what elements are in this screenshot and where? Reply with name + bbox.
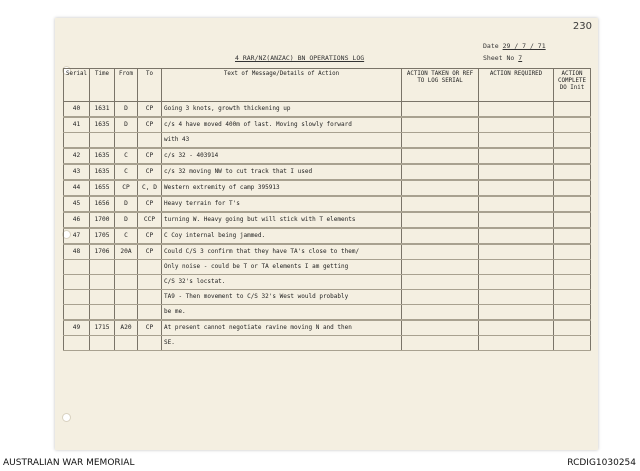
cell-action-taken [402,102,479,117]
cell-serial: 41 [64,118,90,133]
cell-time [90,133,115,148]
cell-to [138,133,162,148]
punch-hole [62,413,71,422]
cell-to: CP [138,245,162,260]
date-value: 29 / 7 / 71 [502,42,546,50]
date-label: Date [483,42,499,50]
cell-action-complete [554,118,591,133]
cell-from: A20 [115,321,138,336]
cell-from: D [115,213,138,228]
cell-action-taken [402,321,479,336]
archive-reference: RCDIG1030254 [567,458,636,468]
table-header-row [64,69,591,102]
cell-time: 1700 [90,213,115,228]
cell-serial [64,305,90,320]
cell-time [90,336,115,351]
cell-action-taken [402,245,479,260]
cell-action-taken [402,229,479,244]
cell-text: be me. [162,305,402,320]
log-sheet [55,18,598,450]
cell-text: At present cannot negotiate ravine moving N and then [162,321,402,336]
cell-action-complete [554,260,591,275]
cell-action-taken [402,275,479,290]
cell-serial: 48 [64,245,90,260]
cell-action-taken [402,305,479,320]
table-row [64,165,591,180]
cell-from: 20A [115,245,138,260]
cell-action-taken [402,290,479,305]
cell-from [115,305,138,320]
cell-to: CP [138,229,162,244]
cell-from [115,260,138,275]
cell-action-taken [402,118,479,133]
cell-to: C, D [138,181,162,196]
cell-to: CP [138,197,162,212]
cell-action-required [479,290,554,305]
handwritten-page-number: 230 [572,21,592,32]
cell-text: TA9 - Then movement to C/S 32's West would probably [162,290,402,305]
col-serial: Serial [64,69,90,102]
cell-text: Only noise - could be T or TA elements I am getting [162,260,402,275]
cell-time: 1715 [90,321,115,336]
table-row [64,260,591,275]
cell-to [138,275,162,290]
cell-from: C [115,165,138,180]
cell-action-required [479,321,554,336]
cell-to: CCP [138,213,162,228]
table-row [64,118,591,133]
table-row [64,213,591,228]
cell-serial: 46 [64,213,90,228]
cell-action-required [479,275,554,290]
cell-action-required [479,133,554,148]
table-row [64,275,591,290]
cell-to [138,336,162,351]
cell-from [115,275,138,290]
col-to: To [138,69,162,102]
sheet-field [483,54,522,62]
cell-serial: 45 [64,197,90,212]
cell-action-complete [554,245,591,260]
table-row [64,197,591,212]
cell-action-complete [554,197,591,212]
cell-action-complete [554,305,591,320]
cell-action-required [479,181,554,196]
cell-time: 1706 [90,245,115,260]
cell-action-complete [554,290,591,305]
log-entries [64,102,591,351]
cell-from: D [115,118,138,133]
cell-time [90,275,115,290]
cell-action-complete [554,102,591,117]
cell-from: D [115,102,138,117]
table-row [64,336,591,351]
sheet-value: 7 [518,54,523,62]
cell-to: CP [138,102,162,117]
cell-action-taken [402,133,479,148]
cell-action-complete [554,149,591,164]
cell-time: 1705 [90,229,115,244]
log-title: 4 RAR/NZ(ANZAC) BN OPERATIONS LOG [235,54,365,62]
cell-serial: 49 [64,321,90,336]
cell-serial [64,336,90,351]
cell-time: 1635 [90,149,115,164]
cell-text: c/s 32 - 403914 [162,149,402,164]
cell-action-complete [554,133,591,148]
col-action-taken: ACTION TAKEN OR REF TO LOG SERIAL [402,69,479,102]
cell-from: D [115,197,138,212]
cell-action-required [479,229,554,244]
table-row [64,290,591,305]
cell-time [90,305,115,320]
cell-serial [64,133,90,148]
cell-action-taken [402,213,479,228]
cell-action-required [479,149,554,164]
table-row [64,181,591,196]
cell-action-complete [554,336,591,351]
cell-serial: 42 [64,149,90,164]
cell-serial [64,290,90,305]
cell-time [90,260,115,275]
table-row [64,229,591,244]
cell-serial [64,275,90,290]
table-row [64,305,591,320]
cell-action-complete [554,275,591,290]
operations-log-table [63,68,591,351]
cell-text: Could C/S 3 confirm that they have TA's close to them/ [162,245,402,260]
cell-action-required [479,336,554,351]
date-field [483,42,546,50]
cell-from [115,336,138,351]
col-text: Text of Message/Details of Action [162,69,402,102]
cell-text: SE. [162,336,402,351]
cell-from [115,290,138,305]
cell-from [115,133,138,148]
cell-action-required [479,245,554,260]
cell-action-taken [402,181,479,196]
cell-time [90,290,115,305]
cell-to: CP [138,165,162,180]
cell-time: 1635 [90,118,115,133]
archive-name: AUSTRALIAN WAR MEMORIAL [3,458,135,468]
sheet-label: Sheet No [483,54,515,62]
col-time: Time [90,69,115,102]
cell-text: Going 3 knots, growth thickening up [162,102,402,117]
cell-from: CP [115,181,138,196]
cell-text: C Coy internal being jammed. [162,229,402,244]
cell-to: CP [138,149,162,164]
cell-text: Western extremity of camp 395913 [162,181,402,196]
cell-action-required [479,118,554,133]
cell-action-taken [402,149,479,164]
col-action-required: ACTION REQUIRED [479,69,554,102]
cell-serial: 44 [64,181,90,196]
cell-action-required [479,260,554,275]
table-row [64,133,591,148]
cell-serial [64,260,90,275]
cell-time: 1656 [90,197,115,212]
archive-footer [0,456,640,471]
cell-action-taken [402,336,479,351]
cell-from: C [115,149,138,164]
cell-action-required [479,165,554,180]
table-row [64,321,591,336]
cell-to [138,305,162,320]
table-row [64,149,591,164]
cell-text: C/S 32's locstat. [162,275,402,290]
table-row [64,102,591,117]
cell-to: CP [138,321,162,336]
cell-time: 1655 [90,181,115,196]
cell-to [138,260,162,275]
cell-serial: 40 [64,102,90,117]
cell-action-taken [402,197,479,212]
cell-serial: 47 [64,229,90,244]
cell-action-taken [402,260,479,275]
cell-action-complete [554,181,591,196]
cell-text: with 43 [162,133,402,148]
cell-text: turning W. Heavy going but will stick with T elements [162,213,402,228]
cell-action-complete [554,229,591,244]
cell-text: c/s 4 have moved 400m of last. Moving slowly forward [162,118,402,133]
cell-from: C [115,229,138,244]
cell-action-required [479,305,554,320]
table-row [64,245,591,260]
cell-time: 1635 [90,165,115,180]
cell-action-required [479,197,554,212]
cell-text: Heavy terrain for T's [162,197,402,212]
cell-action-complete [554,213,591,228]
cell-to [138,290,162,305]
cell-action-required [479,213,554,228]
col-from: From [115,69,138,102]
cell-time: 1631 [90,102,115,117]
cell-text: c/s 32 moving NW to cut track that I used [162,165,402,180]
cell-to: CP [138,118,162,133]
cell-serial: 43 [64,165,90,180]
cell-action-complete [554,321,591,336]
col-action-complete: ACTION COMPLETE DO Init [554,69,591,102]
cell-action-required [479,102,554,117]
cell-action-taken [402,165,479,180]
cell-action-complete [554,165,591,180]
